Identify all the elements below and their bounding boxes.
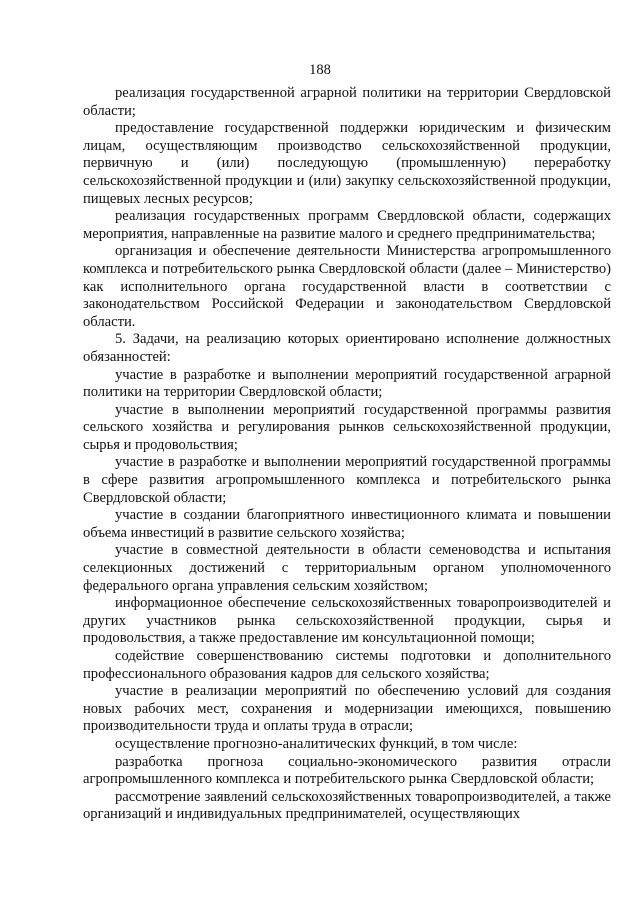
paragraph: участие в разработке и выполнении мероприятий государственной программы в сфере развития агропромышленного комплекса и потребительского рынка Свердловской области; (83, 454, 611, 506)
paragraph: осуществление прогнозно-аналитических функций, в том числе: (115, 735, 518, 752)
paragraph: реализация государственных программ Свердловской области, содержащих мероприятия, направленные на развитие малого и среднего предпринимательства; (83, 208, 611, 242)
paragraph: 5. Задачи, на реализацию которых ориентировано исполнение должностных обязанностей: (83, 331, 611, 365)
paragraph: организация и обеспечение деятельности Министерства агропромышленного комплекса и потребительского рынка Свердловской области (далее – Министерство) как исполнительного органа государственной власти в соответствии с законодательством Российской Федерации и законодательством Свердловской области. (83, 243, 611, 330)
page-number: 188 (309, 62, 331, 78)
paragraph: участие в совместной деятельности в области семеноводства и испытания селекционных достижений с территориальным органом уполномоченного федерального органа управления сельским хозяйством; (83, 542, 611, 594)
paragraph: реализация государственной аграрной политики на территории Свердловской области; (83, 85, 611, 119)
document-body (83, 85, 611, 824)
paragraph: участие в создании благоприятного инвестиционного климата и повышении объема инвестиций в развитие сельского хозяйства; (83, 507, 611, 541)
paragraph: рассмотрение заявлений сельскохозяйственных товаропроизводителей, а также организаций и индивидуальных предпринимателей, осуществляющих (83, 788, 611, 823)
paragraph: разработка прогноза социально-экономического развития отрасли агропромышленного комплекса и потребительского рынка Свердловской области; (83, 753, 611, 788)
paragraph: участие в реализации мероприятий по обеспечению условий для создания новых рабочих мест, сохранения и модернизации имеющихся, повышению производительности труда и оплаты труда в отрасли; (83, 683, 611, 735)
paragraph: участие в разработке и выполнении мероприятий государственной аграрной политики на территории Свердловской области; (83, 366, 611, 401)
paragraph: предоставление государственной поддержки юридическим и физическим лицам, осуществляющим производство сельскохозяйственной продукции, первичную и (или) последующую (промышленную) переработку сельскохозяйственной продукции и (или) закупку сельскохозяйственной продукции, пищевых лесных ресурсов; (83, 120, 611, 207)
paragraph: содействие совершенствованию системы подготовки и дополнительного профессионального образования кадров для сельского хозяйства; (83, 648, 611, 682)
paragraph: участие в выполнении мероприятий государственной программы развития сельского хозяйства и регулирования рынков сельскохозяйственной продукции, сырья и продовольствия; (83, 401, 611, 453)
paragraph: информационное обеспечение сельскохозяйственных товаропроизводителей и других участников рынка сельскохозяйственной продукции, сырья и продовольствия, а также предоставление им консультационной помощи; (83, 595, 611, 647)
